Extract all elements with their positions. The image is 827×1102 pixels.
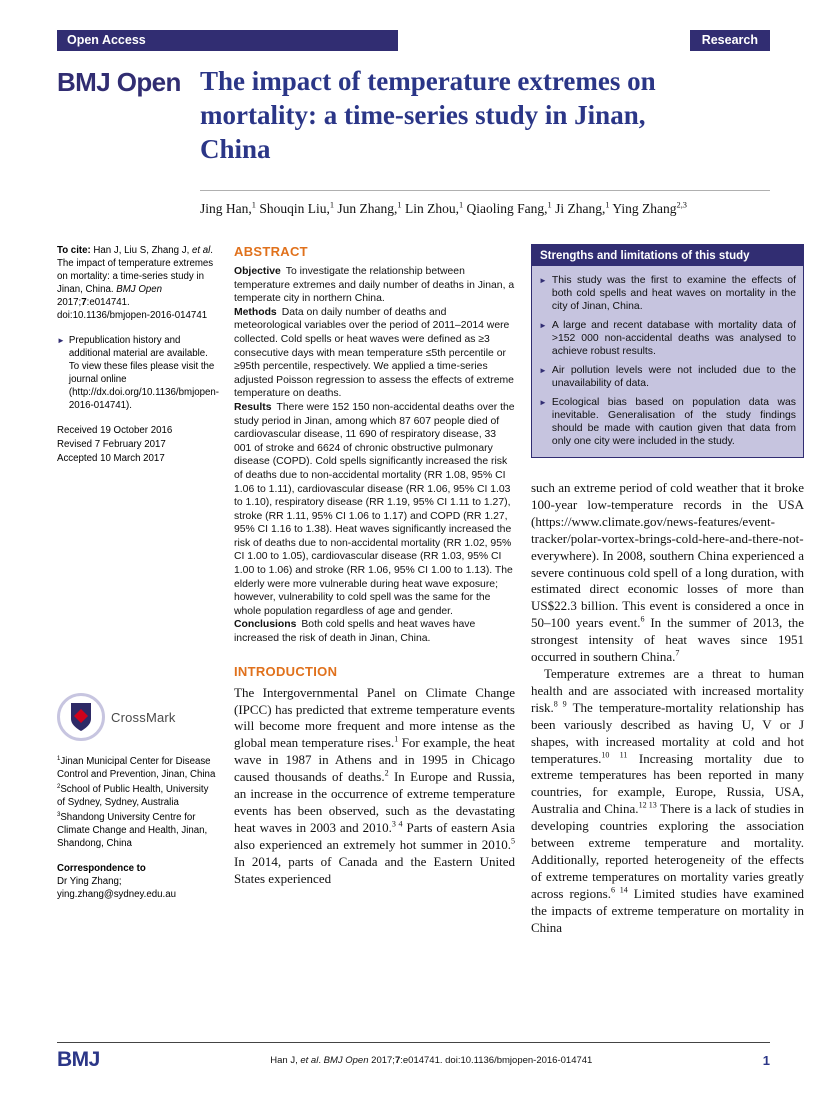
crossmark-label: CrossMark <box>111 709 176 725</box>
page-number: 1 <box>762 1052 770 1068</box>
strengths-heading: Strengths and limitations of this study <box>532 245 803 266</box>
correspondence-block <box>57 875 219 901</box>
triangle-bullet-icon: ► <box>539 398 547 407</box>
abstract-results <box>234 401 515 619</box>
sidebar <box>57 244 219 936</box>
to-cite-note: To cite: Han J, Liu S, Zhang J, et al. The impact of temperature extremes on mortality: a time-series study in Jinan, China. BMJ Open 2017;7:e014741. doi:10.1136/bmjopen-2016-014741 <box>57 245 214 321</box>
page-title: The impact of temperature extremes on mortality: a time-series study in Jinan, China <box>200 66 656 164</box>
bmj-logo: BMJ <box>57 1048 100 1071</box>
correspondence-email-link[interactable]: ying.zhang@sydney.edu.au <box>57 889 176 900</box>
prepublication-text: Prepublication history and additional material are available. To view these files please visit the journal online (http://dx.doi.org/10.1136/bmjopen-2016-014741). <box>68 335 219 411</box>
strength-item-text: A large and recent database with mortality data of >152 000 non-accidental deaths was analysed to achieve robust results. <box>551 320 796 357</box>
triangle-bullet-icon: ► <box>57 336 65 345</box>
triangle-bullet-icon: ► <box>539 321 547 330</box>
affiliation-1: $^1$Jinan Municipal Center for Disease Control and Prevention, Jinan, China <box>57 755 216 780</box>
strength-item <box>539 396 796 448</box>
abstract-results-text: There were 152 150 non-accidental deaths over the study period in Jinan, among which 87 607 people died of cardiovascular disease, 11 690 of respiratory disease, 33 001 of stroke and 6624 of chronic obstructive pulmonary disease (COPD). Cold spells significantly increased the risk of deaths due to non-accidental mortality (RR 1.08, 95% CI 1.06 to 1.11), cardiovascular disease (RR 1.06, 95% CI 1.03 to 1.10), respiratory disease (RR 1.19, 95% CI 1.11 to 1.27), stroke (RR 1.11, 95% CI 1.06 to 1.17) and COPD (RR 1.27, 95% CI 1.16 to 1.38). Heat waves significantly increased the risk of deaths due to non-accidental mortality (RR 1.02, 95% CI 1.00 to 1.05), cardiovascular disease (RR 1.03, 95% CI 1.00 to 1.06) and stroke (RR 1.06, 95% CI 1.00 to 1.13). The elderly were more vulnerable during heat wave exposure; however, vulnerability to cold spell was the same for the whole population regardless of age and gender. <box>234 401 515 617</box>
abstract-objective-text: To investigate the relationship between temperature extremes and daily number of deaths in Jinan, a temperate city in northern China. <box>234 266 515 305</box>
strength-item-text: Air pollution levels were not included due to the unavailability of data. <box>551 365 796 389</box>
research-banner: Research <box>690 30 770 51</box>
crossmark-badge[interactable] <box>57 693 219 741</box>
abstract-results-label: Results <box>234 401 272 413</box>
authors-block <box>200 190 770 218</box>
abstract-conclusions-label: Conclusions <box>234 619 297 631</box>
strength-item <box>539 319 796 358</box>
abstract-methods-label: Methods <box>234 306 277 318</box>
abstract-objective-label: Objective <box>234 266 281 277</box>
body-paragraph: Temperature extremes are a threat to human health and are associated with increased mortality risk.$^{8 9}$ The temperature-mortality relationship has been variously described as having U, V or J shapes, with increased mortality at cold and hot temperatures.$^{10 11}$ Increasing mortality due to extreme temperatures has been reported in many countries, for example, Europe, Russia, USA, Australia and China.$^{12 13}$ There is a lack of studies in developing countries exploring the association between extreme temperature and mortality. Additionally, reported heterogeneity of the effects of extreme temperatures on mortality varies greatly across regions.$^{6 14}$ Limited studies have examined the impacts of extreme temperature on mortality in China <box>531 665 805 935</box>
abstract-methods <box>234 306 515 401</box>
accepted-date: Accepted 10 March 2017 <box>57 453 165 464</box>
abstract-heading: ABSTRACT <box>234 244 308 259</box>
strength-item <box>539 274 796 313</box>
masthead <box>57 64 770 166</box>
right-column <box>531 244 804 936</box>
prepublication-note <box>57 334 219 412</box>
introduction-paragraph: The Intergovernmental Panel on Climate Change (IPCC) has predicted that extreme temperature events will become more frequent and more intense as the global mean temperature rises.$^1$ For example, the heat wave in 1987 in Athens and in 1995 in Chicago caused thousands of deaths.$^2$ In Europe and Russia, an increase in the occurrence of extreme temperature events has been observed, such as the devastating heat waves in 2003 and 2010.$^{3 4}$ Parts of eastern Asia also experienced an extremely hot summer in 2010.$^5$ In 2014, parts of Canada and the Eastern United States experienced <box>234 684 515 886</box>
abstract-objective <box>234 265 515 306</box>
authors-line: Jing Han,$^1$ Shouqin Liu,$^1$ Jun Zhang,$^1$ Lin Zhou,$^1$ Qiaoling Fang,$^1$ Ji Zhang,$^1$ Ying Zhang$^{2,3}$ <box>200 200 687 216</box>
introduction-heading: INTRODUCTION <box>234 663 338 679</box>
footer <box>57 1042 770 1072</box>
strength-item-text: Ecological bias based on population data was inevitable. Generalisation of the study findings should be made with caution given that data from only one city were included in the study. <box>551 397 796 447</box>
crossmark-logo-icon <box>57 693 105 741</box>
affiliation-3: $^3$Shandong University Centre for Climate Change and Health, Jinan, Shandong, China <box>57 811 208 849</box>
triangle-bullet-icon: ► <box>539 276 547 285</box>
body-paragraph: such an extreme period of cold weather that it broke 100-year low-temperature records in the USA (https://www.climate.gov/news-features/event-tracker/polar-vortex-brings-cold-here-and-there-not-everywhere). In 2008, southern China experienced a severe continuous cold spell of a long duration, with estimated direct economic losses of more than US$22.3 billion. This event is considered a once in 50–100 years event.$^6$ In the summer of 2013, the strongest intensity of heat waves since 1951 occurred in southern China.$^7$ <box>531 480 804 665</box>
open-access-banner: Open Access <box>57 30 398 51</box>
abstract-conclusions <box>234 618 515 645</box>
received-date: Received 19 October 2016 <box>57 425 173 436</box>
triangle-bullet-icon: ► <box>539 366 547 375</box>
content-columns <box>57 244 805 936</box>
abstract-conclusions-text: Both cold spells and heat waves have increased the risk of death in Jinan, China. <box>234 619 476 645</box>
abstract-methods-text: Data on daily number of deaths and meteorological variables over the period of 2011–2014 were collected. Cold spells or heat waves were defined as ≥3 consecutive days with mean temperature ≤5th percentile or ≥95th percentile, respectively. We applied a time-series adjusted Poisson regression to assess the effects of extreme temperature on deaths. <box>234 306 514 400</box>
strength-item-text: This study was the first to examine the effects of both cold spells and heat waves on mortality in the city of Jinan, China. <box>551 275 796 312</box>
top-banner <box>57 30 770 51</box>
correspondence-name: Dr Ying Zhang; <box>57 876 122 887</box>
strength-item <box>539 364 796 390</box>
footer-citation: Han J, et al. BMJ Open 2017;7:e014741. doi:10.1136/bmjopen-2016-014741 <box>270 1054 593 1066</box>
affiliation-2: $^2$School of Public Health, University of Sydney, Sydney, Australia <box>57 783 209 808</box>
abstract-column <box>234 244 515 936</box>
strengths-box <box>531 244 804 458</box>
journal-logo: BMJ Open <box>57 67 181 97</box>
strengths-body <box>532 266 803 457</box>
revised-date: Revised 7 February 2017 <box>57 439 166 450</box>
correspondence-label: Correspondence to <box>57 863 146 874</box>
